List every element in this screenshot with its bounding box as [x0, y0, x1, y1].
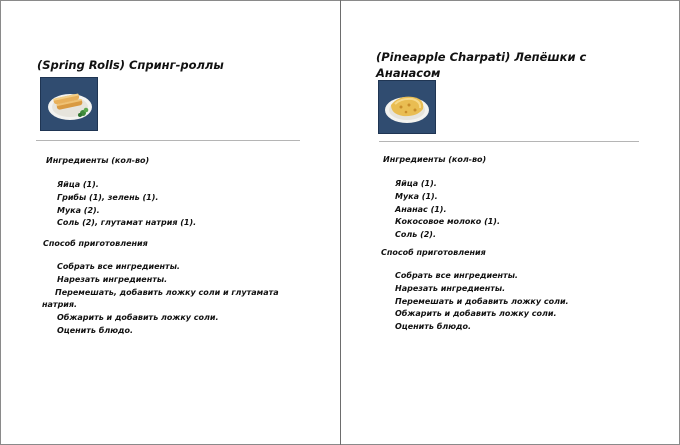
list-item: Грибы (1), зелень (1). — [57, 192, 159, 202]
pineapple-charpati-dish-image — [378, 80, 436, 134]
recipe-title: (Pineapple Charpati) Лепёшки с Ананасом — [376, 50, 587, 80]
list-item: Оценить блюдо. — [57, 325, 133, 335]
list-item: Мука (2). — [57, 205, 100, 215]
recipe-title: (Spring Rolls) Спринг-роллы — [37, 58, 224, 72]
list-item: Соль (2), глутамат натрия (1). — [57, 218, 197, 228]
method-heading: Способ приготовления — [43, 239, 148, 248]
spring-rolls-dish-image — [40, 77, 98, 131]
list-item: Перемешать, добавить ложку соли и глутамата натрия. — [42, 287, 279, 310]
ingredients-list — [395, 178, 500, 242]
list-item: Мука (1). — [395, 191, 438, 201]
steps-list — [44, 261, 284, 338]
list-item: Яйца (1). — [395, 179, 437, 188]
ingredients-heading: Ингредиенты (кол-во) — [383, 155, 487, 164]
list-item: Собрать все ингредиенты. — [57, 262, 180, 271]
steps-list — [395, 270, 645, 334]
list-item: Перемешать и добавить ложку соли. — [395, 296, 569, 306]
list-item: Оценить блюдо. — [395, 322, 471, 332]
list-item: Ананас (1). — [395, 204, 447, 214]
method-heading: Способ приготовления — [381, 248, 486, 257]
list-item: Собрать все ингредиенты. — [395, 271, 518, 280]
list-item: Нарезать ингредиенты. — [57, 274, 168, 284]
section-divider — [379, 141, 639, 142]
list-item: Кокосовое молоко (1). — [395, 217, 500, 227]
right-page — [341, 0, 680, 445]
list-item: Яйца (1). — [57, 180, 99, 189]
section-divider — [36, 140, 300, 141]
ingredients-heading: Ингредиенты (кол-во) — [46, 156, 150, 165]
list-item: Обжарить и добавить ложку соли. — [395, 309, 557, 319]
list-item: Соль (2). — [395, 230, 436, 240]
list-item: Нарезать ингредиенты. — [395, 283, 506, 293]
list-item: Обжарить и добавить ложку соли. — [57, 313, 219, 323]
ingredients-list — [57, 179, 196, 230]
